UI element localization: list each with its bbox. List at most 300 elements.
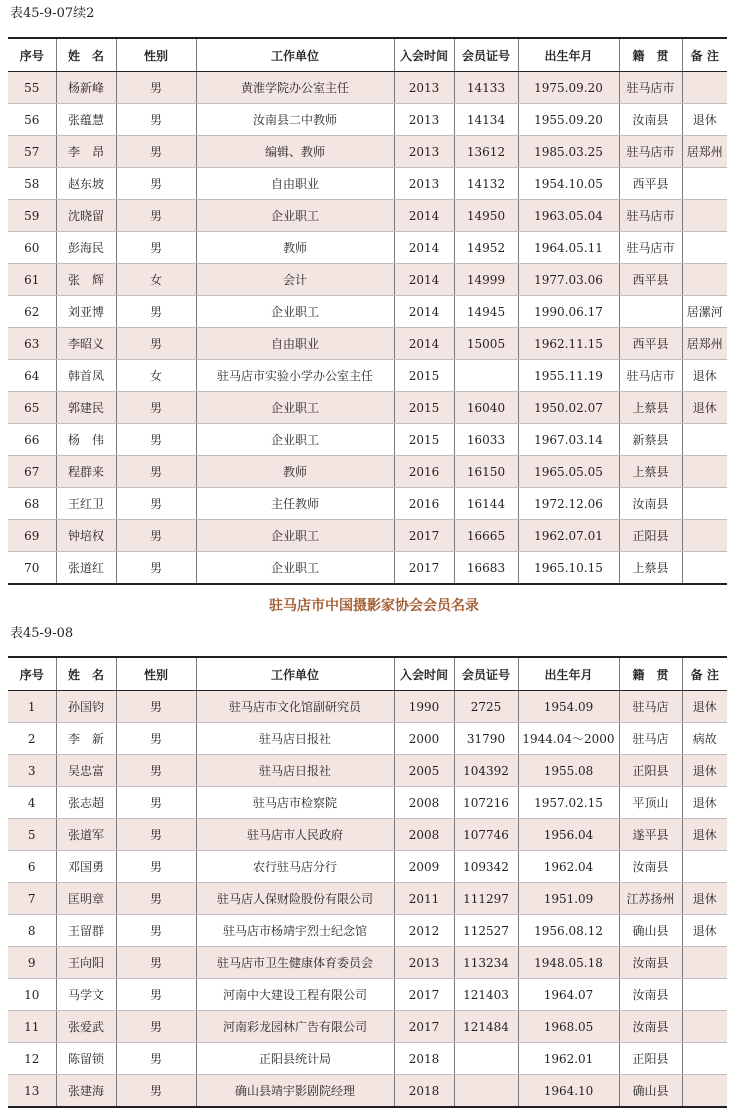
cell-member-id: 16040 bbox=[454, 392, 518, 424]
table-row bbox=[8, 104, 727, 136]
header-member-id: 会员证号 bbox=[454, 38, 518, 72]
cell-name: 陈留锁 bbox=[56, 1043, 116, 1075]
cell-birth-date: 1962.01 bbox=[518, 1043, 619, 1075]
table-row bbox=[8, 691, 727, 723]
cell-remark: 退休 bbox=[682, 915, 727, 947]
cell-member-id: 16665 bbox=[454, 520, 518, 552]
cell-native-place: 新蔡县 bbox=[619, 424, 682, 456]
cell-join-year: 2017 bbox=[394, 552, 454, 585]
cell-native-place: 西平县 bbox=[619, 264, 682, 296]
cell-native-place bbox=[619, 296, 682, 328]
cell-seq: 12 bbox=[8, 1043, 56, 1075]
cell-work-unit: 企业职工 bbox=[196, 520, 394, 552]
cell-join-year: 2013 bbox=[394, 947, 454, 979]
cell-work-unit: 驻马店人保财险股份有限公司 bbox=[196, 883, 394, 915]
cell-join-year: 2011 bbox=[394, 883, 454, 915]
cell-birth-date: 1964.07 bbox=[518, 979, 619, 1011]
header-member-id: 会员证号 bbox=[454, 657, 518, 691]
cell-name: 刘亚博 bbox=[56, 296, 116, 328]
cell-seq: 56 bbox=[8, 104, 56, 136]
cell-seq: 58 bbox=[8, 168, 56, 200]
cell-gender: 男 bbox=[116, 947, 196, 979]
cell-native-place: 驻马店市 bbox=[619, 200, 682, 232]
cell-native-place: 驻马店市 bbox=[619, 136, 682, 168]
cell-birth-date: 1962.11.15 bbox=[518, 328, 619, 360]
cell-name: 张志超 bbox=[56, 787, 116, 819]
cell-remark: 退休 bbox=[682, 392, 727, 424]
cell-member-id: 112527 bbox=[454, 915, 518, 947]
table-row bbox=[8, 200, 727, 232]
cell-birth-date: 1956.04 bbox=[518, 819, 619, 851]
cell-work-unit: 河南彩龙园林广告有限公司 bbox=[196, 1011, 394, 1043]
cell-work-unit: 企业职工 bbox=[196, 392, 394, 424]
cell-work-unit: 教师 bbox=[196, 232, 394, 264]
cell-work-unit: 驻马店日报社 bbox=[196, 755, 394, 787]
cell-join-year: 2013 bbox=[394, 72, 454, 104]
cell-member-id: 14952 bbox=[454, 232, 518, 264]
cell-native-place: 上蔡县 bbox=[619, 392, 682, 424]
cell-gender: 男 bbox=[116, 1011, 196, 1043]
cell-gender: 男 bbox=[116, 488, 196, 520]
cell-join-year: 2013 bbox=[394, 136, 454, 168]
cell-remark: 居漯河 bbox=[682, 296, 727, 328]
cell-join-year: 2015 bbox=[394, 392, 454, 424]
cell-native-place: 汝南县 bbox=[619, 851, 682, 883]
cell-seq: 6 bbox=[8, 851, 56, 883]
table-header-row bbox=[8, 38, 727, 72]
cell-member-id: 14950 bbox=[454, 200, 518, 232]
table-row bbox=[8, 819, 727, 851]
cell-birth-date: 1965.10.15 bbox=[518, 552, 619, 585]
cell-seq: 70 bbox=[8, 552, 56, 585]
cell-remark: 退休 bbox=[682, 787, 727, 819]
cell-gender: 男 bbox=[116, 72, 196, 104]
cell-member-id: 14945 bbox=[454, 296, 518, 328]
cell-work-unit: 企业职工 bbox=[196, 200, 394, 232]
cell-name: 王留群 bbox=[56, 915, 116, 947]
cell-native-place: 遂平县 bbox=[619, 819, 682, 851]
cell-native-place: 正阳县 bbox=[619, 520, 682, 552]
cell-birth-date: 1944.04～2000 bbox=[518, 723, 619, 755]
cell-remark: 居郑州 bbox=[682, 136, 727, 168]
cell-member-id: 16683 bbox=[454, 552, 518, 585]
table-row bbox=[8, 915, 727, 947]
cell-join-year: 2008 bbox=[394, 787, 454, 819]
table-row bbox=[8, 552, 727, 585]
cell-remark bbox=[682, 232, 727, 264]
cell-remark bbox=[682, 72, 727, 104]
cell-birth-date: 1954.10.05 bbox=[518, 168, 619, 200]
cell-member-id: 109342 bbox=[454, 851, 518, 883]
header-remark: 备 注 bbox=[682, 38, 727, 72]
cell-join-year: 2018 bbox=[394, 1043, 454, 1075]
cell-native-place: 汝南县 bbox=[619, 104, 682, 136]
cell-birth-date: 1962.04 bbox=[518, 851, 619, 883]
cell-native-place: 汝南县 bbox=[619, 947, 682, 979]
cell-remark bbox=[682, 200, 727, 232]
cell-native-place: 正阳县 bbox=[619, 755, 682, 787]
cell-birth-date: 1956.08.12 bbox=[518, 915, 619, 947]
cell-remark bbox=[682, 1043, 727, 1075]
cell-remark: 退休 bbox=[682, 360, 727, 392]
cell-remark bbox=[682, 979, 727, 1011]
cell-seq: 64 bbox=[8, 360, 56, 392]
table-row bbox=[8, 168, 727, 200]
cell-remark bbox=[682, 168, 727, 200]
cell-join-year: 2017 bbox=[394, 1011, 454, 1043]
cell-seq: 61 bbox=[8, 264, 56, 296]
cell-work-unit: 驻马店市卫生健康体育委员会 bbox=[196, 947, 394, 979]
cell-gender: 男 bbox=[116, 755, 196, 787]
cell-work-unit: 农行驻马店分行 bbox=[196, 851, 394, 883]
table-row bbox=[8, 979, 727, 1011]
cell-birth-date: 1963.05.04 bbox=[518, 200, 619, 232]
cell-member-id bbox=[454, 360, 518, 392]
cell-name: 张道军 bbox=[56, 819, 116, 851]
cell-remark: 病故 bbox=[682, 723, 727, 755]
header-seq: 序号 bbox=[8, 657, 56, 691]
cell-remark: 退休 bbox=[682, 104, 727, 136]
cell-native-place: 驻马店市 bbox=[619, 360, 682, 392]
cell-remark bbox=[682, 520, 727, 552]
cell-join-year: 2016 bbox=[394, 456, 454, 488]
header-seq: 序号 bbox=[8, 38, 56, 72]
cell-name: 李 昂 bbox=[56, 136, 116, 168]
cell-birth-date: 1985.03.25 bbox=[518, 136, 619, 168]
cell-join-year: 2018 bbox=[394, 1075, 454, 1108]
cell-native-place: 驻马店市 bbox=[619, 232, 682, 264]
cell-name: 韩首凤 bbox=[56, 360, 116, 392]
cell-member-id: 2725 bbox=[454, 691, 518, 723]
cell-seq: 63 bbox=[8, 328, 56, 360]
cell-work-unit: 自由职业 bbox=[196, 328, 394, 360]
cell-work-unit: 正阳县统计局 bbox=[196, 1043, 394, 1075]
cell-member-id: 107216 bbox=[454, 787, 518, 819]
table-row bbox=[8, 723, 727, 755]
cell-birth-date: 1957.02.15 bbox=[518, 787, 619, 819]
table-row bbox=[8, 851, 727, 883]
cell-name: 孙国钧 bbox=[56, 691, 116, 723]
cell-gender: 女 bbox=[116, 264, 196, 296]
cell-native-place: 西平县 bbox=[619, 168, 682, 200]
cell-name: 郭建民 bbox=[56, 392, 116, 424]
cell-join-year: 2012 bbox=[394, 915, 454, 947]
cell-native-place: 驻马店市 bbox=[619, 72, 682, 104]
cell-member-id: 31790 bbox=[454, 723, 518, 755]
cell-name: 钟培权 bbox=[56, 520, 116, 552]
cell-birth-date: 1950.02.07 bbox=[518, 392, 619, 424]
cell-seq: 11 bbox=[8, 1011, 56, 1043]
cell-gender: 男 bbox=[116, 296, 196, 328]
cell-seq: 57 bbox=[8, 136, 56, 168]
cell-work-unit: 驻马店日报社 bbox=[196, 723, 394, 755]
cell-gender: 男 bbox=[116, 520, 196, 552]
table-row bbox=[8, 360, 727, 392]
cell-work-unit: 驻马店市文化馆副研究员 bbox=[196, 691, 394, 723]
table-row bbox=[8, 755, 727, 787]
header-gender: 性别 bbox=[116, 38, 196, 72]
table-row bbox=[8, 947, 727, 979]
cell-birth-date: 1951.09 bbox=[518, 883, 619, 915]
cell-gender: 男 bbox=[116, 883, 196, 915]
cell-birth-date: 1964.10 bbox=[518, 1075, 619, 1108]
cell-seq: 69 bbox=[8, 520, 56, 552]
cell-work-unit: 确山县靖宇影剧院经理 bbox=[196, 1075, 394, 1108]
cell-remark bbox=[682, 1075, 727, 1108]
cell-remark bbox=[682, 552, 727, 585]
cell-gender: 男 bbox=[116, 723, 196, 755]
cell-native-place: 汝南县 bbox=[619, 979, 682, 1011]
cell-join-year: 2017 bbox=[394, 520, 454, 552]
cell-member-id: 15005 bbox=[454, 328, 518, 360]
cell-member-id: 13612 bbox=[454, 136, 518, 168]
cell-join-year: 2000 bbox=[394, 723, 454, 755]
cell-birth-date: 1948.05.18 bbox=[518, 947, 619, 979]
table-row bbox=[8, 1075, 727, 1108]
cell-seq: 13 bbox=[8, 1075, 56, 1108]
cell-name: 张道红 bbox=[56, 552, 116, 585]
cell-name: 杨 伟 bbox=[56, 424, 116, 456]
cell-name: 程群来 bbox=[56, 456, 116, 488]
cell-work-unit: 驻马店市杨靖宇烈士纪念馆 bbox=[196, 915, 394, 947]
section-title: 驻马店市中国摄影家协会会员名录 bbox=[269, 598, 479, 614]
cell-join-year: 2009 bbox=[394, 851, 454, 883]
cell-birth-date: 1967.03.14 bbox=[518, 424, 619, 456]
cell-join-year: 2005 bbox=[394, 755, 454, 787]
member-table bbox=[8, 656, 727, 1108]
cell-seq: 7 bbox=[8, 883, 56, 915]
cell-work-unit: 企业职工 bbox=[196, 552, 394, 585]
table-row bbox=[8, 72, 727, 104]
cell-seq: 2 bbox=[8, 723, 56, 755]
table-caption: 表45-9-08 bbox=[10, 626, 74, 641]
cell-gender: 男 bbox=[116, 552, 196, 585]
cell-native-place: 西平县 bbox=[619, 328, 682, 360]
cell-native-place: 确山县 bbox=[619, 915, 682, 947]
cell-name: 王红卫 bbox=[56, 488, 116, 520]
cell-name: 匡明章 bbox=[56, 883, 116, 915]
cell-member-id: 16144 bbox=[454, 488, 518, 520]
cell-work-unit: 教师 bbox=[196, 456, 394, 488]
header-remark: 备 注 bbox=[682, 657, 727, 691]
cell-gender: 男 bbox=[116, 819, 196, 851]
cell-native-place: 上蔡县 bbox=[619, 456, 682, 488]
cell-gender: 男 bbox=[116, 424, 196, 456]
header-native-place: 籍 贯 bbox=[619, 38, 682, 72]
cell-birth-date: 1964.05.11 bbox=[518, 232, 619, 264]
cell-name: 张建海 bbox=[56, 1075, 116, 1108]
cell-remark: 退休 bbox=[682, 819, 727, 851]
cell-member-id: 121403 bbox=[454, 979, 518, 1011]
cell-join-year: 2013 bbox=[394, 168, 454, 200]
cell-birth-date: 1968.05 bbox=[518, 1011, 619, 1043]
cell-remark bbox=[682, 851, 727, 883]
cell-native-place: 驻马店 bbox=[619, 723, 682, 755]
cell-seq: 3 bbox=[8, 755, 56, 787]
cell-birth-date: 1972.12.06 bbox=[518, 488, 619, 520]
cell-native-place: 汝南县 bbox=[619, 488, 682, 520]
header-name: 姓 名 bbox=[56, 38, 116, 72]
cell-member-id: 14132 bbox=[454, 168, 518, 200]
cell-name: 马学文 bbox=[56, 979, 116, 1011]
cell-native-place: 平顶山 bbox=[619, 787, 682, 819]
table-row bbox=[8, 328, 727, 360]
cell-seq: 66 bbox=[8, 424, 56, 456]
table-row bbox=[8, 264, 727, 296]
cell-gender: 男 bbox=[116, 104, 196, 136]
cell-seq: 59 bbox=[8, 200, 56, 232]
cell-gender: 男 bbox=[116, 232, 196, 264]
cell-name: 张蕴慧 bbox=[56, 104, 116, 136]
cell-join-year: 2013 bbox=[394, 104, 454, 136]
header-gender: 性别 bbox=[116, 657, 196, 691]
cell-join-year: 2015 bbox=[394, 360, 454, 392]
cell-native-place: 上蔡县 bbox=[619, 552, 682, 585]
cell-birth-date: 1955.08 bbox=[518, 755, 619, 787]
cell-gender: 男 bbox=[116, 691, 196, 723]
table-header-row bbox=[8, 657, 727, 691]
cell-join-year: 2014 bbox=[394, 328, 454, 360]
cell-name: 张 辉 bbox=[56, 264, 116, 296]
cell-birth-date: 1955.09.20 bbox=[518, 104, 619, 136]
cell-seq: 5 bbox=[8, 819, 56, 851]
table-row bbox=[8, 136, 727, 168]
cell-join-year: 2014 bbox=[394, 232, 454, 264]
cell-member-id: 107746 bbox=[454, 819, 518, 851]
header-work-unit: 工作单位 bbox=[196, 657, 394, 691]
cell-remark bbox=[682, 1011, 727, 1043]
table-row bbox=[8, 520, 727, 552]
cell-seq: 4 bbox=[8, 787, 56, 819]
cell-gender: 男 bbox=[116, 851, 196, 883]
cell-remark: 退休 bbox=[682, 691, 727, 723]
cell-name: 李昭义 bbox=[56, 328, 116, 360]
cell-join-year: 2016 bbox=[394, 488, 454, 520]
table-row bbox=[8, 787, 727, 819]
cell-birth-date: 1977.03.06 bbox=[518, 264, 619, 296]
cell-seq: 8 bbox=[8, 915, 56, 947]
cell-join-year: 2008 bbox=[394, 819, 454, 851]
cell-birth-date: 1990.06.17 bbox=[518, 296, 619, 328]
cell-gender: 男 bbox=[116, 168, 196, 200]
cell-work-unit: 企业职工 bbox=[196, 424, 394, 456]
cell-seq: 9 bbox=[8, 947, 56, 979]
cell-name: 张爱武 bbox=[56, 1011, 116, 1043]
cell-name: 赵东坡 bbox=[56, 168, 116, 200]
cell-birth-date: 1955.11.19 bbox=[518, 360, 619, 392]
table-row bbox=[8, 883, 727, 915]
header-birth-date: 出生年月 bbox=[518, 657, 619, 691]
cell-join-year: 2014 bbox=[394, 200, 454, 232]
cell-member-id: 16033 bbox=[454, 424, 518, 456]
cell-gender: 男 bbox=[116, 1075, 196, 1108]
cell-member-id: 104392 bbox=[454, 755, 518, 787]
cell-remark bbox=[682, 947, 727, 979]
cell-name: 邓国勇 bbox=[56, 851, 116, 883]
cell-name: 彭海民 bbox=[56, 232, 116, 264]
cell-seq: 60 bbox=[8, 232, 56, 264]
table-row bbox=[8, 456, 727, 488]
cell-name: 王向阳 bbox=[56, 947, 116, 979]
cell-gender: 男 bbox=[116, 787, 196, 819]
cell-remark bbox=[682, 424, 727, 456]
cell-seq: 68 bbox=[8, 488, 56, 520]
cell-join-year: 2017 bbox=[394, 979, 454, 1011]
cell-work-unit: 自由职业 bbox=[196, 168, 394, 200]
cell-join-year: 2014 bbox=[394, 264, 454, 296]
cell-remark: 居郑州 bbox=[682, 328, 727, 360]
cell-member-id: 14999 bbox=[454, 264, 518, 296]
table-row bbox=[8, 296, 727, 328]
cell-member-id: 113234 bbox=[454, 947, 518, 979]
cell-work-unit: 会计 bbox=[196, 264, 394, 296]
cell-member-id: 121484 bbox=[454, 1011, 518, 1043]
cell-name: 吴忠富 bbox=[56, 755, 116, 787]
cell-birth-date: 1965.05.05 bbox=[518, 456, 619, 488]
cell-member-id: 14133 bbox=[454, 72, 518, 104]
cell-name: 沈晓留 bbox=[56, 200, 116, 232]
cell-gender: 男 bbox=[116, 200, 196, 232]
cell-remark: 退休 bbox=[682, 883, 727, 915]
cell-member-id: 16150 bbox=[454, 456, 518, 488]
table-row bbox=[8, 232, 727, 264]
cell-gender: 女 bbox=[116, 360, 196, 392]
cell-gender: 男 bbox=[116, 456, 196, 488]
cell-join-year: 2014 bbox=[394, 296, 454, 328]
header-join-year: 入会时间 bbox=[394, 657, 454, 691]
cell-seq: 1 bbox=[8, 691, 56, 723]
cell-work-unit: 汝南县二中教师 bbox=[196, 104, 394, 136]
cell-native-place: 江苏扬州 bbox=[619, 883, 682, 915]
cell-native-place: 驻马店 bbox=[619, 691, 682, 723]
cell-member-id bbox=[454, 1075, 518, 1108]
cell-work-unit: 企业职工 bbox=[196, 296, 394, 328]
cell-remark bbox=[682, 488, 727, 520]
table-row bbox=[8, 1043, 727, 1075]
cell-birth-date: 1962.07.01 bbox=[518, 520, 619, 552]
cell-gender: 男 bbox=[116, 328, 196, 360]
cell-work-unit: 编辑、教师 bbox=[196, 136, 394, 168]
cell-join-year: 1990 bbox=[394, 691, 454, 723]
cell-seq: 55 bbox=[8, 72, 56, 104]
cell-remark bbox=[682, 264, 727, 296]
cell-seq: 10 bbox=[8, 979, 56, 1011]
cell-name: 杨新峰 bbox=[56, 72, 116, 104]
cell-gender: 男 bbox=[116, 1043, 196, 1075]
cell-remark bbox=[682, 456, 727, 488]
table-row bbox=[8, 488, 727, 520]
cell-work-unit: 主任教师 bbox=[196, 488, 394, 520]
cell-gender: 男 bbox=[116, 136, 196, 168]
cell-join-year: 2015 bbox=[394, 424, 454, 456]
cell-work-unit: 驻马店市实验小学办公室主任 bbox=[196, 360, 394, 392]
cell-member-id: 14134 bbox=[454, 104, 518, 136]
member-table-continued bbox=[8, 37, 727, 585]
cell-work-unit: 黄淮学院办公室主任 bbox=[196, 72, 394, 104]
header-native-place: 籍 贯 bbox=[619, 657, 682, 691]
cell-gender: 男 bbox=[116, 392, 196, 424]
cell-gender: 男 bbox=[116, 979, 196, 1011]
cell-remark: 退休 bbox=[682, 755, 727, 787]
cell-member-id bbox=[454, 1043, 518, 1075]
cell-member-id: 111297 bbox=[454, 883, 518, 915]
cell-native-place: 确山县 bbox=[619, 1075, 682, 1108]
header-name: 姓 名 bbox=[56, 657, 116, 691]
header-work-unit: 工作单位 bbox=[196, 38, 394, 72]
cell-seq: 65 bbox=[8, 392, 56, 424]
table-caption: 表45-9-07续2 bbox=[10, 6, 95, 21]
table-row bbox=[8, 392, 727, 424]
